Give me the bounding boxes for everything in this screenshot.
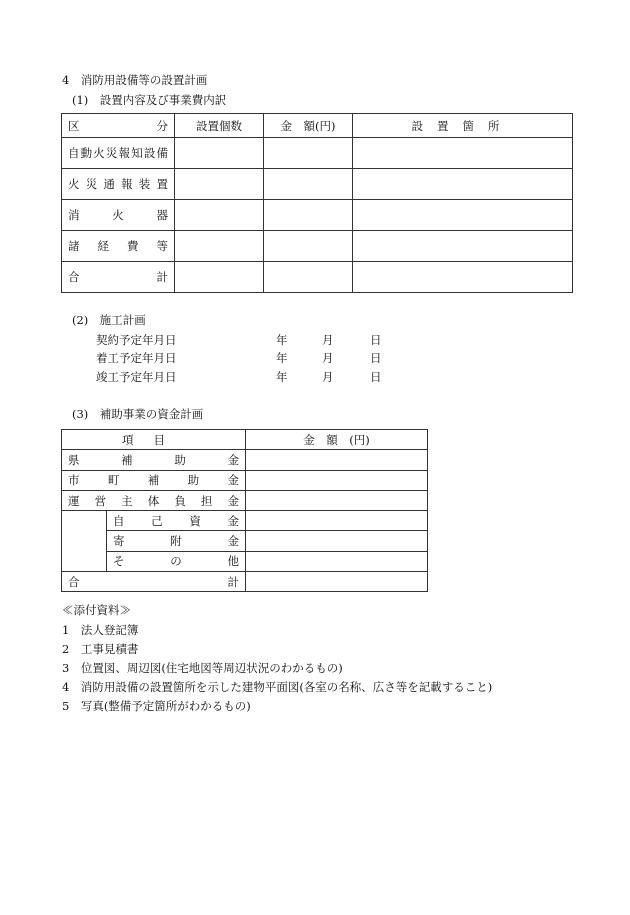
amount-cell[interactable] — [264, 138, 353, 169]
quantity-cell[interactable] — [175, 262, 264, 293]
schedule-label: 着工予定年月日 — [96, 351, 177, 365]
quantity-cell[interactable] — [175, 231, 264, 262]
row-label-total: 合 計 — [62, 262, 175, 293]
location-cell[interactable] — [353, 262, 573, 293]
day-label: 日 — [370, 333, 382, 347]
budget-table — [61, 113, 573, 293]
row-label: 消 火 器 — [62, 200, 175, 231]
schedule-label: 契約予定年月日 — [96, 333, 177, 347]
amount-cell[interactable] — [246, 450, 428, 470]
row-label: 諸 経 費 等 — [62, 231, 175, 262]
quantity-cell[interactable] — [175, 200, 264, 231]
row-label-total: 合 計 — [62, 572, 246, 592]
amount-cell[interactable] — [264, 262, 353, 293]
amount-cell[interactable] — [264, 169, 353, 200]
quantity-cell[interactable] — [175, 138, 264, 169]
month-label: 月 — [322, 370, 334, 384]
row-label: 自 己 資 金 — [107, 511, 246, 531]
attachment-item: 1 法人登記簿 — [62, 623, 139, 637]
header-amount: 金 額(円) — [264, 114, 353, 138]
header-quantity: 設置個数 — [175, 114, 264, 138]
row-label: 運 営 主 体 負 担 金 — [62, 490, 246, 510]
section-title: 4 消防用設備等の設置計画 — [62, 73, 208, 87]
attachment-item: 5 写真(整備予定箇所がわかるもの) — [62, 699, 251, 713]
row-label: 火 災 通 報 装 置 — [62, 169, 175, 200]
funding-table — [61, 429, 428, 592]
amount-cell[interactable] — [246, 470, 428, 490]
indent-cell — [62, 511, 107, 572]
row-label: 寄 附 金 — [107, 531, 246, 551]
amount-cell[interactable] — [246, 531, 428, 551]
quantity-cell[interactable] — [175, 169, 264, 200]
attachment-item: 2 工事見積書 — [62, 642, 139, 656]
amount-cell[interactable] — [264, 200, 353, 231]
year-label: 年 — [276, 351, 288, 365]
day-label: 日 — [370, 351, 382, 365]
header-amount: 金 額 (円) — [246, 430, 428, 450]
subsection-title-2: (2) 施工計画 — [72, 313, 146, 327]
year-label: 年 — [276, 370, 288, 384]
subsection-title-3: (3) 補助事業の資金計画 — [72, 407, 204, 421]
row-label: 市 町 補 助 金 — [62, 470, 246, 490]
year-label: 年 — [276, 333, 288, 347]
attachment-item: 3 位置図、周辺図(住宅地図等周辺状況のわかるもの) — [62, 661, 343, 675]
header-location: 設置箇所 — [353, 114, 573, 138]
amount-cell[interactable] — [246, 490, 428, 510]
attachment-item: 4 消防用設備の設置箇所を示した建物平面図(各室の名称、広さ等を記載すること) — [62, 680, 493, 694]
amount-cell[interactable] — [246, 572, 428, 592]
header-category: 区 分 — [62, 114, 175, 138]
amount-cell[interactable] — [246, 551, 428, 571]
location-cell[interactable] — [353, 231, 573, 262]
attachments-title: ≪添付資料≫ — [62, 603, 131, 617]
month-label: 月 — [322, 351, 334, 365]
row-label: 自 動 火 災 報 知 設 備 — [62, 138, 175, 169]
location-cell[interactable] — [353, 138, 573, 169]
location-cell[interactable] — [353, 169, 573, 200]
row-label: そ の 他 — [107, 551, 246, 571]
day-label: 日 — [370, 370, 382, 384]
header-item: 項目 — [62, 430, 246, 450]
schedule-label: 竣工予定年月日 — [96, 370, 177, 384]
row-label: 県 補 助 金 — [62, 450, 246, 470]
amount-cell[interactable] — [264, 231, 353, 262]
subsection-title-1: (1) 設置内容及び事業費内訳 — [72, 93, 227, 107]
amount-cell[interactable] — [246, 511, 428, 531]
month-label: 月 — [322, 333, 334, 347]
location-cell[interactable] — [353, 200, 573, 231]
